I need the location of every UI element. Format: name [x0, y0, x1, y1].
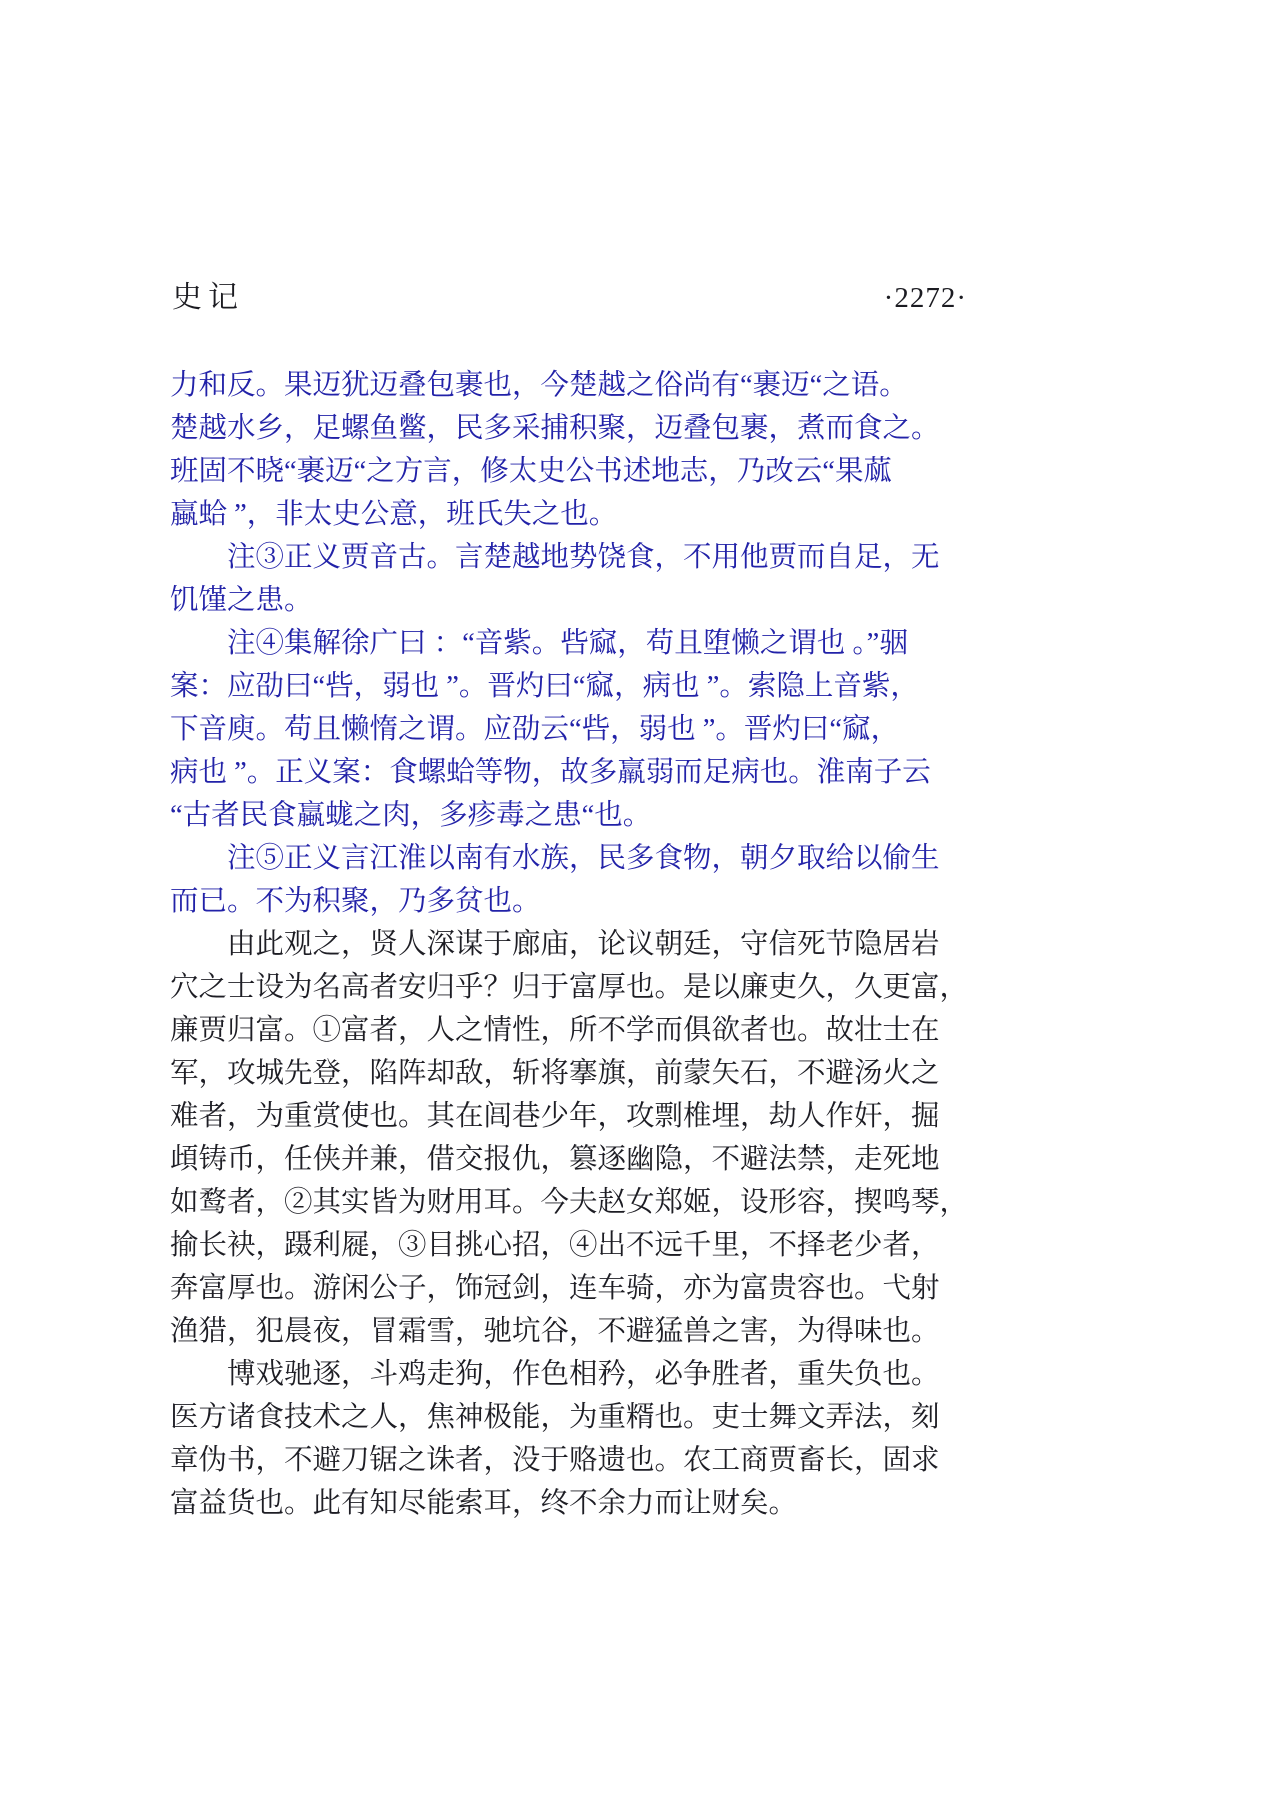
- text-line: 饥馑之患。: [170, 585, 313, 616]
- text-line: 病也 ”。正义案：食螺蛤等物，故多羸弱而足病也。淮南子云: [170, 757, 931, 788]
- text-line: “古者民食蠃蛖之肉，多疹毒之患“也。: [170, 800, 652, 831]
- text-line: 如鹜者，②其实皆为财用耳。今夫赵女郑姬，设形容，揳鸣琴，: [170, 1187, 969, 1218]
- text-line: 奔富厚也。游闲公子，饰冠剑，连车骑，亦为富贵容也。弋射: [170, 1273, 940, 1304]
- text-line: 由此观之，贤人深谋于廊庙，论议朝廷，守信死节隐居岩: [227, 929, 940, 960]
- page-number: ·2272·: [883, 282, 967, 314]
- text-line: 难者，为重赏使也。其在闾巷少年，攻剽椎埋，劫人作奸，掘: [170, 1101, 940, 1132]
- text-line: 楚越水乡，足螺鱼鳖，民多采捕积聚，迈叠包裹，煮而食之。: [170, 413, 940, 444]
- text-line: 案：应劭曰“呰，弱也 ”。晋灼曰“窳，病也 ”。索隐上音紫，: [170, 671, 919, 702]
- text-line: 注⑤正义言江淮以南有水族，民多食物，朝夕取给以偷生: [227, 843, 940, 874]
- text-line: 下音庾。苟且懒惰之谓。应劭云“呰，弱也 ”。晋灼曰“窳，: [170, 714, 900, 745]
- text-line: 医方诸食技术之人，焦神极能，为重糈也。吏士舞文弄法，刻: [170, 1402, 940, 1433]
- text-line: 頉铸币，任侠并兼，借交报仇，篡逐幽隐，不避法禁，走死地: [170, 1144, 940, 1175]
- text-line: 揄长袂，蹑利屣，③目挑心招，④出不远千里，不择老少者，: [170, 1230, 940, 1261]
- page-header: [172, 272, 967, 316]
- text-line: 班固不晓“裹迈“之方言，修太史公书述地志，乃改云“果蓏: [170, 456, 892, 487]
- book-title: 史记: [172, 281, 244, 314]
- page-body: [170, 364, 970, 1525]
- text-line: 军，攻城先登，陷阵却敌，斩将搴旗，前蒙矢石，不避汤火之: [170, 1058, 940, 1089]
- text-line: 而已。不为积聚，乃多贫也。: [170, 886, 541, 917]
- text-line: 博戏驰逐，斗鸡走狗，作色相矜，必争胜者，重失负也。: [227, 1359, 940, 1390]
- text-line: 章伪书，不避刀锯之诛者，没于赂遗也。农工商贾畜长，固求: [170, 1445, 940, 1476]
- text-line: 富益货也。此有知尽能索耳，终不余力而让财矣。: [170, 1488, 798, 1519]
- text-line: 渔猎，犯晨夜，冒霜雪，驰坑谷，不避猛兽之害，为得味也。: [170, 1316, 940, 1347]
- text-line: 蠃蛤 ”，非太史公意，班氏失之也。: [170, 499, 618, 530]
- text-line: 注③正义贾音古。言楚越地势饶食，不用他贾而自足，无: [227, 542, 940, 573]
- text-line: 穴之士设为名高者安归乎？归于富厚也。是以廉吏久，久更富，: [170, 972, 969, 1003]
- text-line: 力和反。果迈犹迈叠包裹也，今楚越之俗尚有“裹迈“之语。: [170, 370, 908, 401]
- text-line: 廉贾归富。①富者，人之情性，所不学而俱欲者也。故壮士在: [170, 1015, 940, 1046]
- text-line: 注④集解徐广曰 ：“音紫。呰窳，苟且堕懒之谓也 。”骃: [227, 628, 908, 659]
